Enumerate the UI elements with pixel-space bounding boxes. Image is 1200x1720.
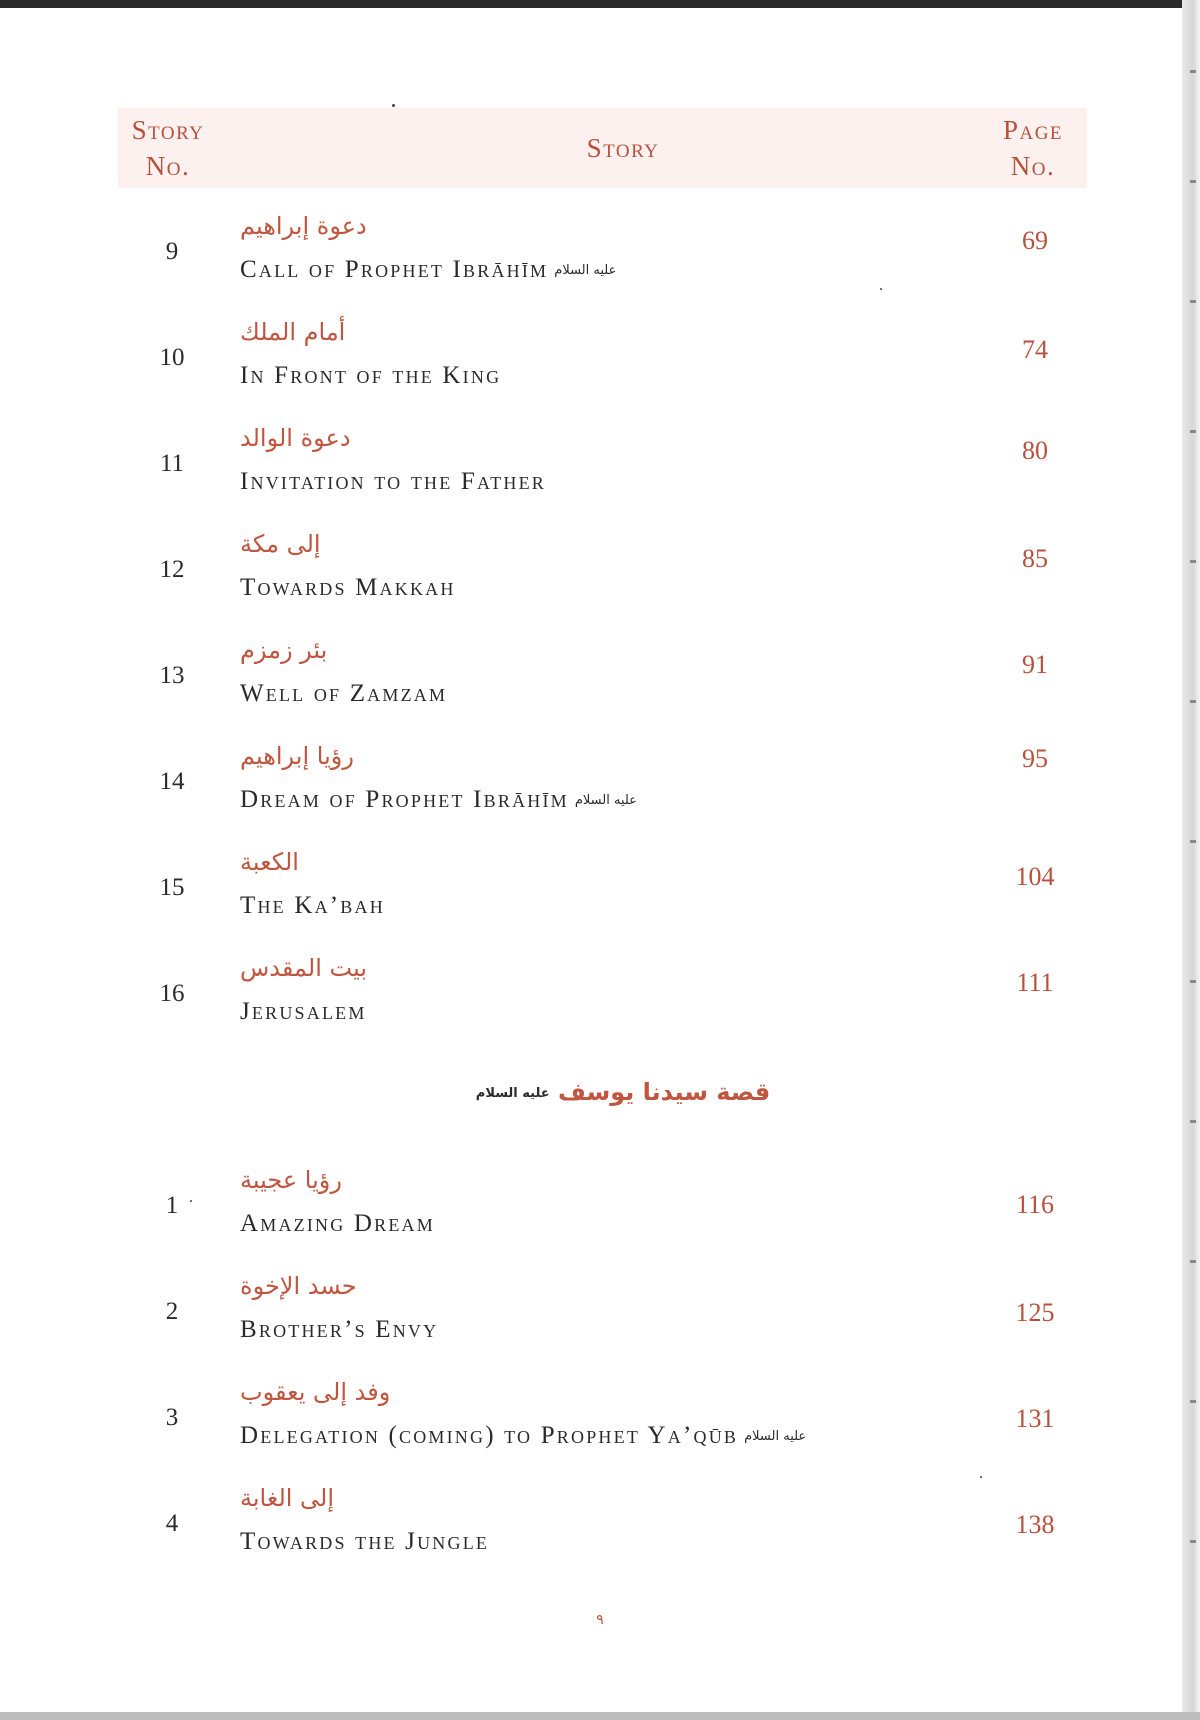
english-title-text: Towards Makkah (240, 574, 456, 601)
edge-tick (1190, 980, 1196, 983)
english-title-text: Dream of Prophet Ibrāhīm (240, 786, 569, 813)
story-number: 2 (165, 1298, 179, 1325)
honorific-icon: عليه السلام (574, 793, 637, 808)
edge-tick (1190, 560, 1196, 563)
arabic-title-text: رؤيا عجيبة (240, 1166, 342, 1194)
arabic-title-text: أمام الملك (240, 318, 346, 346)
story-number: 11 (159, 450, 185, 477)
page-number: 125 (1015, 1298, 1055, 1327)
page-number: 74 (1022, 335, 1048, 364)
english-title (240, 1422, 806, 1450)
arabic-title (240, 634, 540, 666)
scan-speck (980, 1476, 982, 1478)
header-story-no-line1: Story (131, 115, 205, 145)
scan-speck (392, 104, 395, 107)
toc-entry[interactable] (0, 528, 1180, 628)
arabic-title (240, 1482, 540, 1514)
english-title (240, 892, 385, 920)
arabic-title-text: إلى مكة (240, 530, 321, 558)
story-number: 16 (159, 980, 185, 1007)
toc-entry[interactable] (0, 1164, 1180, 1264)
arabic-title-text: دعوة إبراهيم (240, 212, 367, 240)
toc-entry[interactable] (0, 210, 1180, 310)
toc-entry[interactable] (0, 422, 1180, 522)
header-story-no-line2: No. (145, 151, 191, 181)
edge-tick (1190, 700, 1196, 703)
toc-entry[interactable] (0, 952, 1180, 1052)
english-title-text: Jerusalem (240, 998, 367, 1025)
honorific-icon: عليه السلام (744, 1429, 807, 1444)
arabic-title (240, 422, 540, 454)
arabic-title (240, 1376, 540, 1408)
section-heading-text: قصة سيدنا يوسف (558, 1078, 771, 1106)
page-number: 131 (1015, 1404, 1055, 1433)
scan-right-edge (1182, 0, 1200, 1720)
page-number: 80 (1022, 436, 1048, 465)
edge-tick (1190, 840, 1196, 843)
arabic-title-text: بئر زمزم (240, 636, 328, 664)
header-page-no-line1: Page (1002, 115, 1064, 145)
page-number: 111 (1016, 968, 1054, 997)
arabic-title (240, 846, 540, 878)
arabic-title-text: الكعبة (240, 848, 299, 876)
story-number: 14 (159, 768, 185, 795)
english-title (240, 468, 546, 496)
story-number: 4 (165, 1510, 179, 1537)
header-page-no-line2: No. (1010, 151, 1056, 181)
page-number: 85 (1022, 544, 1048, 573)
arabic-title-text: دعوة الوالد (240, 424, 351, 452)
arabic-title-text: بيت المقدس (240, 954, 368, 982)
english-title-text: The Ka’bah (240, 892, 385, 919)
story-number: 1 (165, 1192, 179, 1219)
arabic-title (240, 528, 540, 560)
english-title (240, 680, 447, 708)
arabic-title (240, 740, 540, 772)
edge-tick (1190, 180, 1196, 183)
english-title (240, 362, 501, 390)
story-number: 9 (165, 238, 179, 265)
arabic-title-text: وفد إلى يعقوب (240, 1378, 391, 1406)
english-title-text: Delegation (coming) to Prophet Ya’qūb (240, 1422, 739, 1449)
scan-speck (880, 288, 882, 290)
english-title (240, 998, 367, 1026)
english-title-text: Brother’s Envy (240, 1316, 439, 1343)
toc-entry[interactable] (0, 634, 1180, 734)
edge-tick (1190, 430, 1196, 433)
toc-entry[interactable] (0, 1270, 1180, 1370)
english-title-text: Call of Prophet Ibrāhīm (240, 256, 549, 283)
story-number: 12 (159, 556, 185, 583)
english-title (240, 256, 616, 284)
story-number: 3 (165, 1404, 179, 1431)
arabic-title-text: حسد الإخوة (240, 1272, 357, 1300)
header-page-no (983, 112, 1083, 184)
story-number: 15 (159, 874, 185, 901)
arabic-title (240, 210, 540, 242)
toc-entry[interactable] (0, 1482, 1180, 1582)
english-title (240, 786, 637, 814)
arabic-title (240, 1164, 540, 1196)
english-title-text: Well of Zamzam (240, 680, 448, 707)
page-number: 116 (1015, 1190, 1055, 1219)
story-number: 10 (159, 344, 185, 371)
arabic-title (240, 952, 540, 984)
toc-entry[interactable] (0, 846, 1180, 946)
page-number: 69 (1022, 226, 1048, 255)
footer-page-number: ٩ (596, 1612, 604, 1628)
story-number: 13 (159, 662, 185, 689)
toc-entry[interactable] (0, 1376, 1180, 1476)
section-honorific-icon: عليه السلام (475, 1086, 550, 1101)
english-title-text: In Front of the King (240, 362, 502, 389)
edge-tick (1190, 300, 1196, 303)
edge-tick (1190, 1120, 1196, 1123)
arabic-title-text: إلى الغابة (240, 1484, 335, 1512)
english-title (240, 1528, 489, 1556)
english-title (240, 1316, 438, 1344)
english-title-text: Towards the Jungle (240, 1528, 490, 1555)
page-number: 138 (1015, 1510, 1055, 1539)
toc-entry[interactable] (0, 316, 1180, 416)
toc-entry[interactable] (0, 740, 1180, 840)
page-number: 104 (1015, 862, 1055, 891)
honorific-icon: عليه السلام (554, 263, 617, 278)
edge-tick (1190, 1260, 1196, 1263)
header-story-label: Story (586, 133, 660, 163)
scan-speck (190, 1200, 192, 1202)
english-title (240, 1210, 435, 1238)
english-title-text: Amazing Dream (240, 1210, 435, 1237)
header-story-no (118, 112, 218, 184)
arabic-title (240, 316, 540, 348)
page-number: 95 (1022, 744, 1048, 773)
arabic-title (240, 1270, 540, 1302)
scan-bottom-edge (0, 1712, 1200, 1720)
section-heading (460, 1078, 780, 1106)
header-story (518, 130, 728, 166)
page-number: 91 (1022, 650, 1048, 679)
edge-tick (1190, 1540, 1196, 1543)
english-title-text: Invitation to the Father (240, 468, 546, 495)
edge-tick (1190, 70, 1196, 73)
english-title (240, 574, 456, 602)
arabic-title-text: رؤيا إبراهيم (240, 742, 354, 770)
edge-tick (1190, 1400, 1196, 1403)
toc-header (118, 108, 1087, 188)
